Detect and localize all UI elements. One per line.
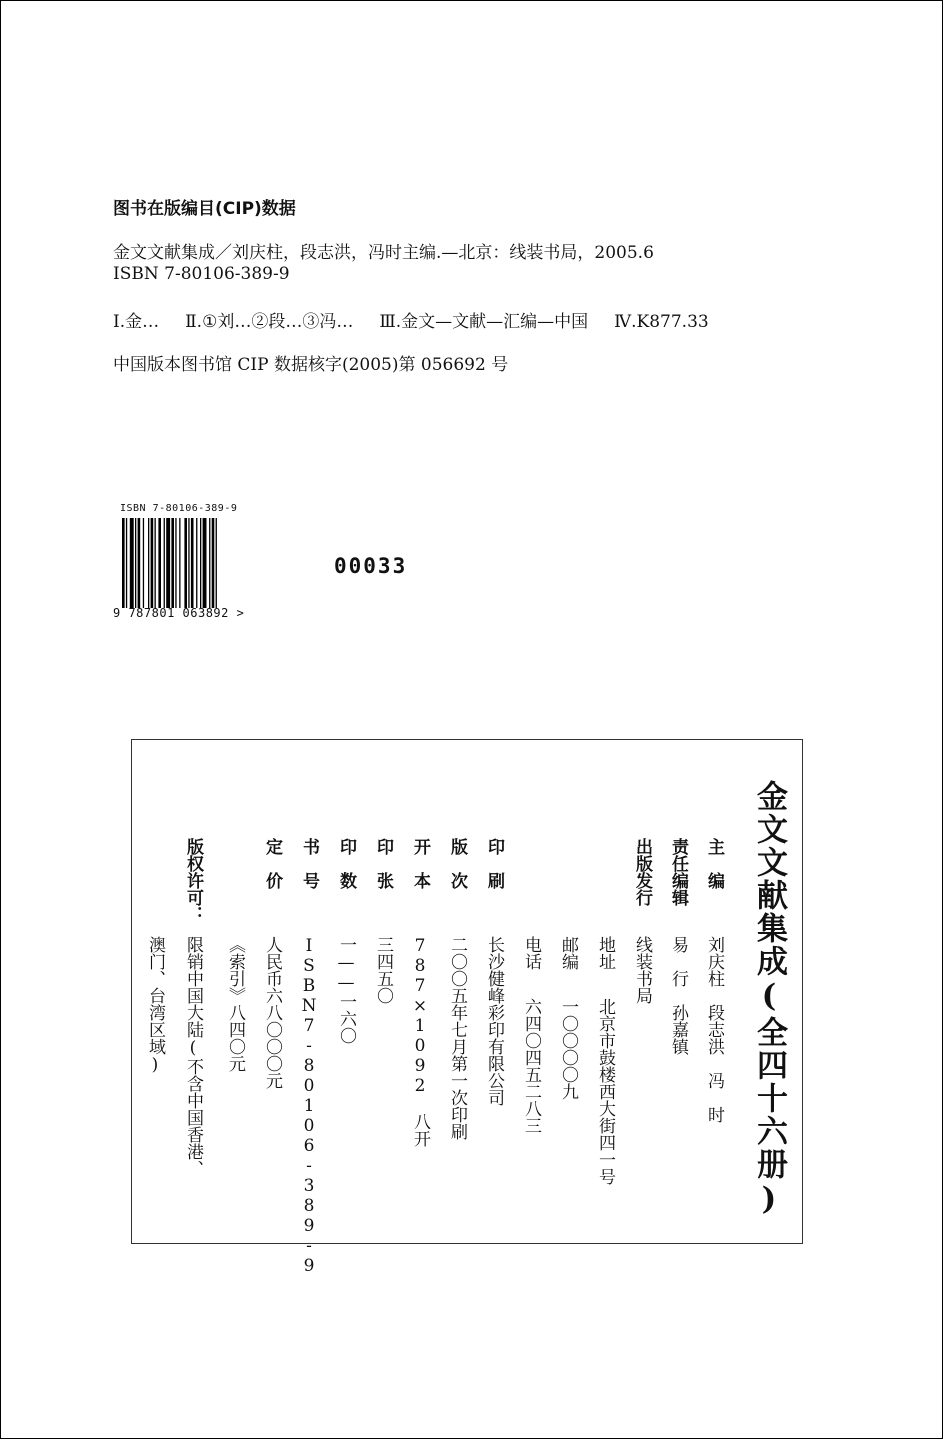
responsible-editors-value: 易 行 孙嘉镇 <box>668 936 688 1055</box>
cip-class-1: Ⅰ.金… <box>113 312 160 332</box>
responsible-editor-label: 责任编辑 <box>668 838 688 906</box>
isbn-value: ISBN7-80106-389-9 <box>299 936 319 1276</box>
cip-class-3: Ⅲ.金文—文献—汇编—中国 <box>379 312 589 332</box>
barcode-number: 9 787801 063892 > <box>113 606 245 620</box>
postcode-value: 一〇〇〇〇九 <box>558 998 578 1100</box>
publisher-label: 出版发行 <box>632 838 652 906</box>
book-title: 金文文献集成(全四十六册) <box>751 780 787 1219</box>
address-label: 地址 <box>595 936 615 970</box>
license-label: 版权许可： <box>183 838 203 923</box>
price-label: 定 价 <box>262 838 282 889</box>
format-value: 787×1092 八开 <box>410 936 430 1147</box>
cip-classification-line <box>113 307 735 332</box>
cip-heading: 图书在版编目(CIP)数据 <box>113 199 296 219</box>
index-price-value: 《索引》八四〇元 <box>225 936 245 1072</box>
cip-class-2: Ⅱ.①刘…②段…③冯… <box>185 312 354 332</box>
sheets-label: 印 张 <box>373 838 393 889</box>
edition-value: 二〇〇五年七月第一次印刷 <box>447 936 467 1140</box>
copies-label: 印 数 <box>336 838 356 889</box>
address-value: 北京市鼓楼西大街四一号 <box>595 998 615 1185</box>
phone-label: 电话 <box>521 936 541 970</box>
isbn-label: 书 号 <box>299 838 319 889</box>
phone-value: 六四〇四五二八三 <box>521 998 541 1134</box>
printer-label: 印 刷 <box>484 838 504 889</box>
copies-value: 一——一六〇 <box>336 936 356 1044</box>
sheets-value: 三四五〇 <box>373 936 393 1004</box>
publisher-value: 线装书局 <box>632 936 652 1004</box>
license-line-1: 限销中国大陆(不含中国香港、 <box>183 936 203 1177</box>
cip-isbn-line: ISBN 7-80106-389-9 <box>113 264 290 284</box>
price-value: 人民币六八〇〇〇元 <box>262 936 282 1089</box>
colophon-box <box>131 739 803 1276</box>
format-label: 开 本 <box>410 838 430 889</box>
barcode-icon <box>122 518 246 608</box>
cip-record-line: 中国版本图书馆 CIP 数据核字(2005)第 056692 号 <box>113 355 509 375</box>
license-line-2: 澳门、台湾区域) <box>145 936 165 1075</box>
printer-value: 长沙健峰彩印有限公司 <box>484 936 504 1106</box>
editor-label: 主 编 <box>704 838 724 889</box>
edition-label: 版 次 <box>447 838 467 889</box>
editors-value: 刘庆柱 段志洪 冯 时 <box>704 936 724 1123</box>
barcode-addon-number: 00033 <box>334 554 408 578</box>
postcode-label: 邮编 <box>558 936 578 970</box>
cip-class-4: Ⅳ.K877.33 <box>614 312 709 332</box>
cip-bibliographic-line: 金文文献集成／刘庆柱，段志洪，冯时主编.—北京：线装书局，2005.6 <box>113 243 654 263</box>
barcode-isbn-text: ISBN 7-80106-389-9 <box>120 503 238 514</box>
